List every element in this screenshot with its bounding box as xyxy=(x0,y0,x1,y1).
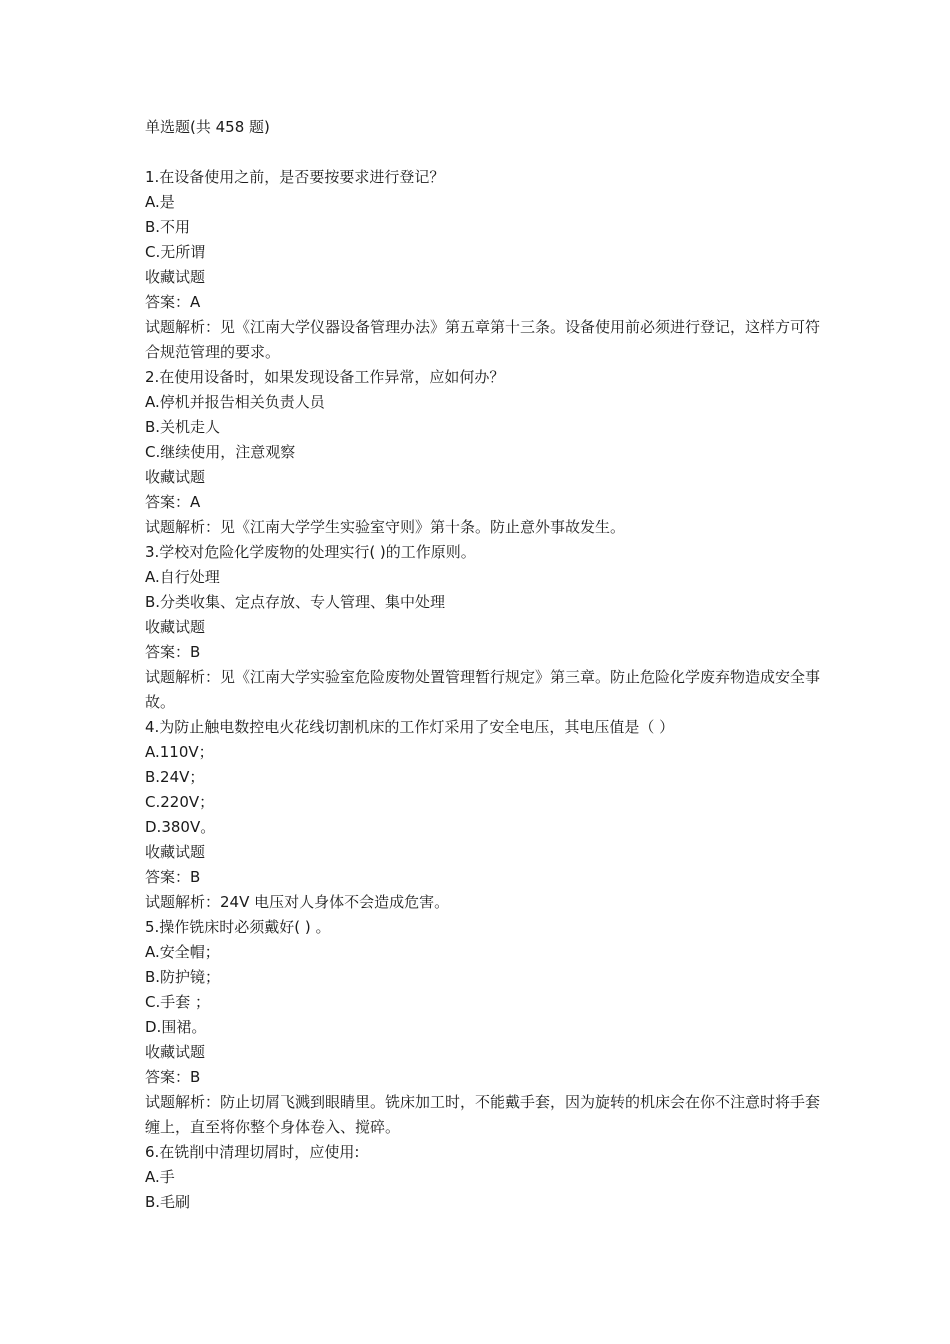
option[interactable]: B.防护镜； xyxy=(145,968,221,986)
question-block xyxy=(145,715,825,915)
option[interactable]: C.继续使用，注意观察 xyxy=(145,443,296,461)
question-block xyxy=(145,365,825,540)
analysis: 试题解析：24V 电压对人身体不会造成危害。 xyxy=(145,893,450,911)
option[interactable]: D.380V。 xyxy=(145,818,216,836)
question-block xyxy=(145,540,825,715)
option[interactable]: D.围裙。 xyxy=(145,1018,207,1036)
question-block xyxy=(145,915,825,1140)
favorite-link[interactable]: 收藏试题 xyxy=(145,1043,206,1061)
option[interactable]: B.24V； xyxy=(145,768,205,786)
question-block xyxy=(145,1140,825,1215)
option[interactable]: B.毛刷 xyxy=(145,1193,191,1211)
answer: 答案：A xyxy=(145,293,201,311)
answer: 答案：B xyxy=(145,868,201,886)
analysis: 试题解析：见《江南大学仪器设备管理办法》第五章第十三条。设备使用前必须进行登记，这样方可符合规范管理的要求。 xyxy=(145,318,821,361)
option[interactable]: B.不用 xyxy=(145,218,191,236)
option[interactable]: A.停机并报告相关负责人员 xyxy=(145,393,325,411)
question-text: 1.在设备使用之前，是否要按要求进行登记？ xyxy=(145,168,445,186)
question-text: 3.学校对危险化学废物的处理实行( )的工作原则。 xyxy=(145,543,476,561)
question-block xyxy=(145,165,825,365)
analysis: 试题解析：见《江南大学实验室危险废物处置管理暂行规定》第三章。防止危险化学废弃物造成安全事故。 xyxy=(145,668,821,711)
question-text: 2.在使用设备时，如果发现设备工作异常，应如何办？ xyxy=(145,368,505,386)
analysis: 试题解析：防止切屑飞溅到眼睛里。铣床加工时，不能戴手套，因为旋转的机床会在你不注意时将手套缠上，直至将你整个身体卷入、搅碎。 xyxy=(145,1093,821,1136)
favorite-link[interactable]: 收藏试题 xyxy=(145,843,206,861)
answer: 答案：B xyxy=(145,1068,201,1086)
option[interactable]: C.手套 ； xyxy=(145,993,211,1011)
favorite-link[interactable]: 收藏试题 xyxy=(145,268,206,286)
option[interactable]: B.分类收集、定点存放、专人管理、集中处理 xyxy=(145,593,446,611)
option[interactable]: A.110V； xyxy=(145,743,214,761)
answer: 答案：A xyxy=(145,493,201,511)
favorite-link[interactable]: 收藏试题 xyxy=(145,468,206,486)
analysis: 试题解析：见《江南大学学生实验室守则》第十条。防止意外事故发生。 xyxy=(145,518,626,536)
option[interactable]: C.无所谓 xyxy=(145,243,206,261)
answer: 答案：B xyxy=(145,643,201,661)
question-text: 4.为防止触电数控电火花线切割机床的工作灯采用了安全电压，其电压值是（ ） xyxy=(145,718,675,736)
option[interactable]: A.是 xyxy=(145,193,175,211)
option[interactable]: A.自行处理 xyxy=(145,568,220,586)
section-title: 单选题(共 458 题) xyxy=(145,118,270,136)
question-text: 6.在铣削中清理切屑时，应使用: xyxy=(145,1143,360,1161)
option[interactable]: B.关机走人 xyxy=(145,418,221,436)
option[interactable]: C.220V； xyxy=(145,793,215,811)
option[interactable]: A.安全帽； xyxy=(145,943,220,961)
question-text: 5.操作铣床时必须戴好( ) 。 xyxy=(145,918,331,936)
favorite-link[interactable]: 收藏试题 xyxy=(145,618,206,636)
document-content xyxy=(145,115,825,1215)
option[interactable]: A.手 xyxy=(145,1168,175,1186)
